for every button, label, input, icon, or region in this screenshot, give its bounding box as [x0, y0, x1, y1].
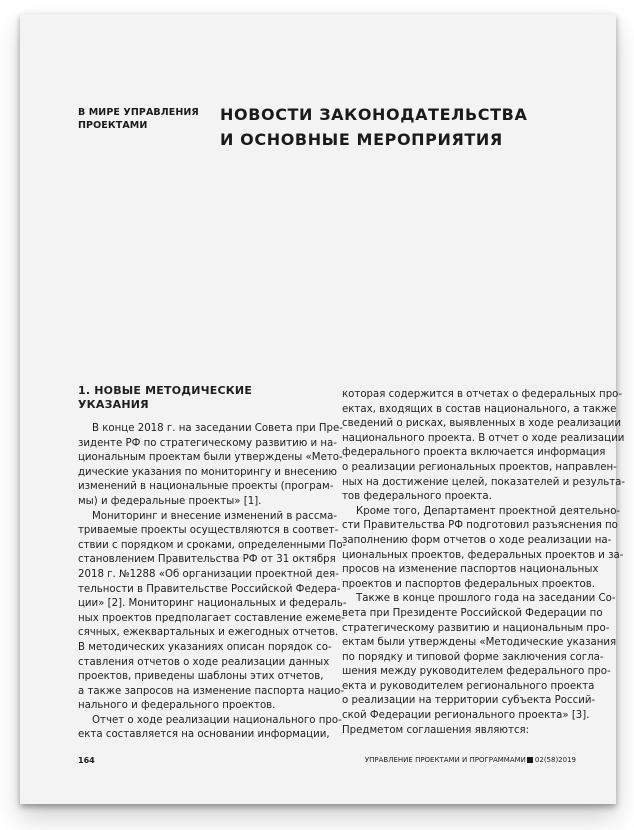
text-line: Также в конце прошлого года на заседании Со-: [356, 593, 616, 605]
text-line: нального и федерального проектов.: [78, 700, 276, 712]
square-separator-icon: [527, 757, 533, 763]
text-line: изменений в национальные проекты (програм-: [78, 481, 334, 493]
text-line: зиденте РФ по стратегическому развитию и на-: [78, 437, 337, 449]
text-line: мы) и федеральные проекты» [1].: [78, 495, 262, 507]
article-title: [220, 102, 590, 152]
section-label: [78, 106, 208, 132]
text-line: проектов и паспортов федеральных проектов.: [342, 578, 596, 590]
text-line: ных проектов предполагает составление ежеме-: [78, 612, 345, 624]
right-column-text: [342, 388, 626, 738]
text-line: В методических указаниях описан порядок со-: [78, 641, 332, 653]
journal-name: УПРАВЛЕНИЕ ПРОЕКТАМИ И ПРОГРАММАМИ: [364, 756, 526, 764]
text-line: ектам были утверждены «Методические указания: [342, 637, 617, 649]
text-line: по порядку и типовой форме заключения согла-: [342, 651, 604, 663]
section-label-line: ПРОЕКТАМИ: [78, 120, 148, 131]
text-line: триваемые проекты осуществляются в соответ-: [78, 525, 339, 537]
section-heading: 1. НОВЫЕ МЕТОДИЧЕСКИЕ УКАЗАНИЯ: [78, 384, 253, 411]
text-line: ской Федерации регионального проекта» [3].: [342, 710, 590, 722]
section-label-line: В МИРЕ УПРАВЛЕНИЯ: [78, 107, 199, 118]
article-title-line: И ОСНОВНЫЕ МЕРОПРИЯТИЯ: [220, 130, 503, 149]
text-line: Отчет о ходе реализации национального про-: [92, 714, 342, 726]
text-line: о реализации региональных проектов, направлен-: [342, 461, 617, 473]
text-line: Мониторинг и внесение изменений в рассма-: [92, 510, 338, 522]
left-column: [78, 384, 347, 743]
text-line: тов федерального проекта.: [342, 491, 492, 503]
text-line: екта и руководителем регионального проекта: [342, 680, 595, 692]
text-line: стратегическому развитию и национальным про-: [342, 622, 610, 634]
text-line: 2018 г. №1288 «Об организации проектной дея-: [78, 568, 339, 580]
text-line: национального проекта. В отчет о ходе реализации: [342, 432, 625, 444]
journal-page: [20, 14, 626, 804]
text-line: о реализации на территории субъекта Россий-: [342, 695, 596, 707]
text-line: В конце 2018 г. на заседании Совета при Пре-: [92, 423, 343, 434]
text-line: ции» [2]. Мониторинг национальных и федераль-: [78, 598, 347, 610]
left-column-text: [78, 422, 347, 743]
text-line: тельности в Правительстве Российской Федера-: [78, 583, 341, 595]
text-line: федерального проекта включается информация: [342, 447, 606, 459]
article-title-line: НОВОСТИ ЗАКОНОДАТЕЛЬСТВА: [220, 105, 528, 124]
text-line: становлением Правительства РФ от 31 октября: [78, 554, 336, 566]
text-line: вета при Президенте Российской Федерации по: [342, 607, 603, 619]
text-line: ставления отчетов о ходе реализации данных: [78, 656, 330, 668]
text-line: заполнению форм отчетов о ходе реализации на-: [342, 534, 612, 546]
issue-number: 02(58)2019: [534, 756, 576, 764]
text-line: ектах, входящих в состав национального, а также: [342, 403, 617, 415]
text-line: шения между руководителем федерального про-: [342, 666, 611, 678]
text-line: сти Правительства РФ подготовил разъяснения по: [342, 520, 618, 532]
text-line: дические указания по мониторингу и внесению: [78, 466, 337, 478]
right-column: [342, 388, 626, 738]
text-line: ствии с порядком и сроками, определенными По-: [78, 539, 347, 551]
text-line: сячных, ежеквартальных и ежегодных отчетов.: [78, 627, 339, 639]
text-line: сведений о рисках, выявленных в ходе реализации: [342, 418, 621, 430]
text-line: Предметом соглашения являются:: [342, 724, 530, 736]
text-line: циональным проектам были утверждены «Мето-: [78, 452, 343, 464]
text-line: а также запросов на изменение паспорта нацио-: [78, 685, 345, 697]
text-line: Кроме того, Департамент проектной деятельно-: [356, 505, 621, 517]
page-number: 164: [78, 756, 95, 765]
text-line: екта составляется на основании информации,: [78, 729, 330, 741]
text-line: циональных проектов, федеральных проектов и за-: [342, 549, 624, 561]
text-line: которая содержится в отчетах о федеральных про-: [342, 389, 623, 400]
text-line: просов на изменение паспортов национальных: [342, 564, 599, 576]
journal-footer: [365, 756, 576, 764]
text-line: ных на достижение целей, показателей и результа-: [342, 476, 626, 488]
text-line: проектов, приведены шаблоны этих отчетов,: [78, 671, 324, 683]
